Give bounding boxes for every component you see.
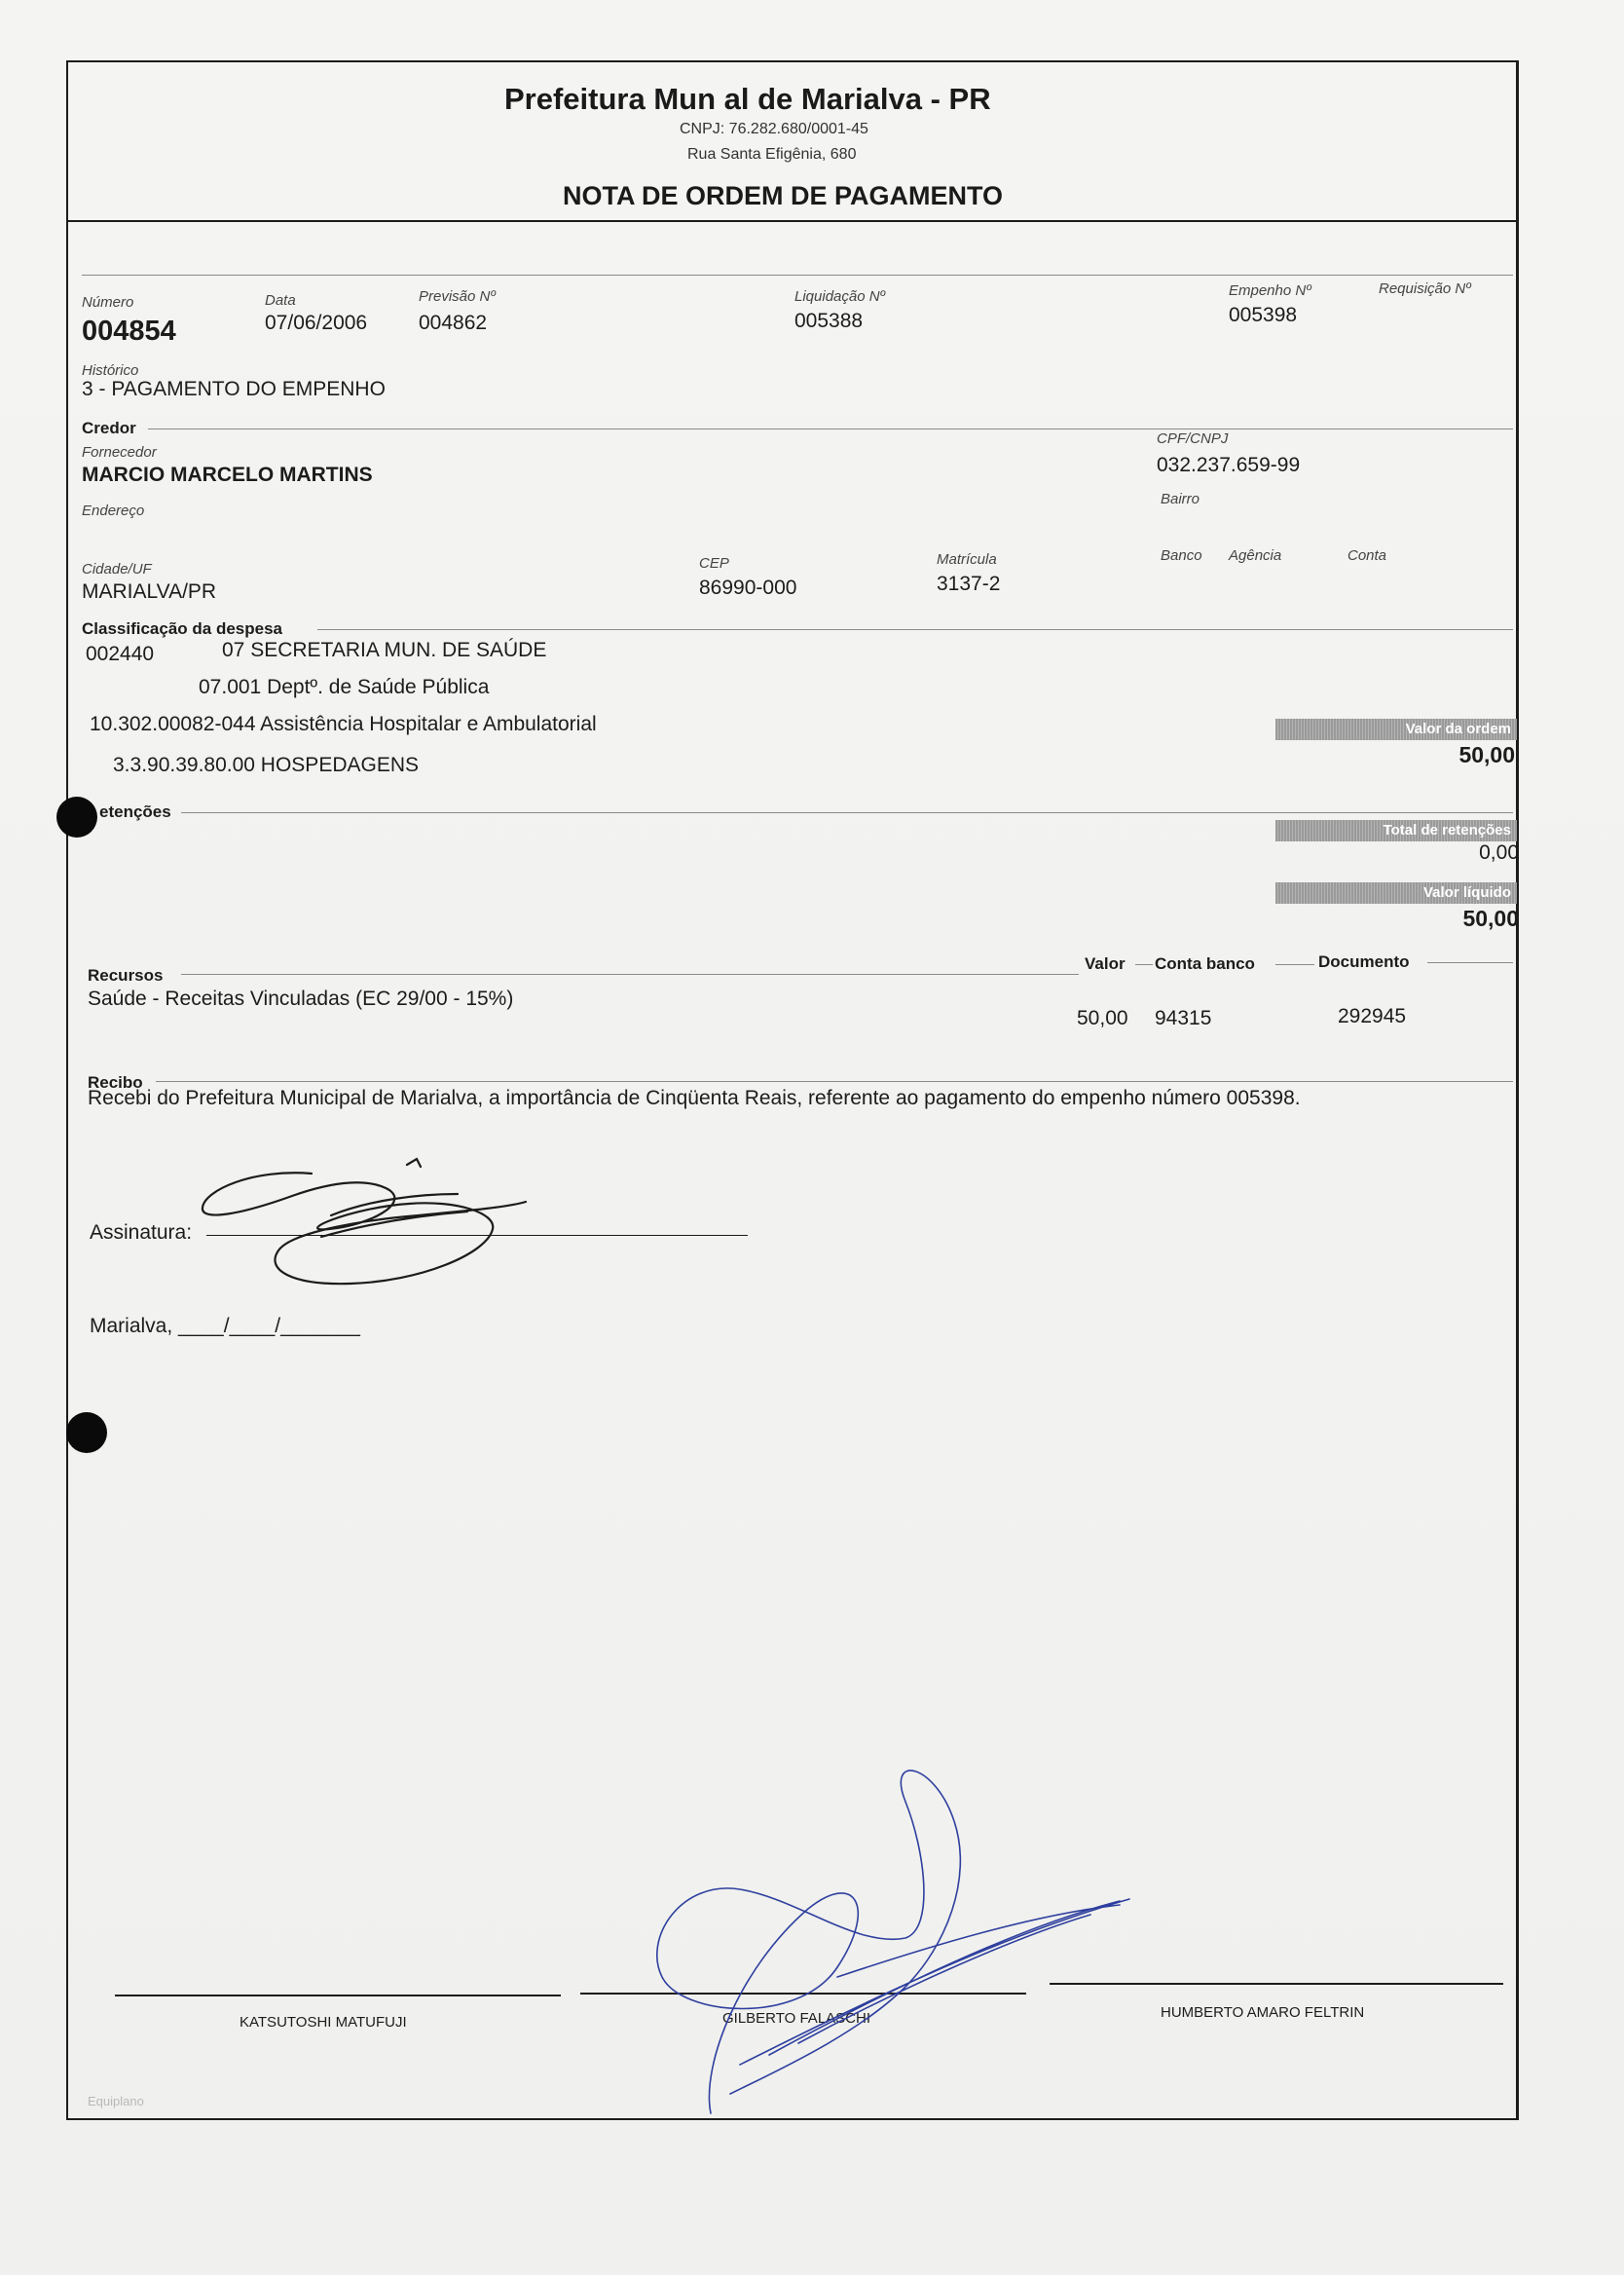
numero-label: Número (82, 294, 134, 311)
classificacao-code: 002440 (86, 643, 155, 665)
depto-value: 07.001 Deptº. de Saúde Pública (199, 676, 490, 698)
liquidacao-label: Liquidação Nº (794, 288, 886, 305)
matricula-label: Matrícula (937, 551, 997, 568)
signature-name-1: KATSUTOSHI MATUFUJI (240, 2014, 407, 2031)
recibo-section-label: Recibo (88, 1073, 143, 1092)
total-retencoes-label: Total de retenções (1383, 822, 1511, 839)
numero-value: 004854 (82, 316, 176, 347)
fornecedor-label: Fornecedor (82, 444, 157, 461)
documento-column-label: Documento (1318, 952, 1410, 971)
cep-value: 86990-000 (699, 577, 797, 599)
previsao-label: Previsão Nº (419, 288, 496, 305)
cidade-value: MARIALVA/PR (82, 580, 217, 603)
valor-liquido-value: 50,00 (1462, 906, 1519, 931)
cpf-value: 032.237.659-99 (1157, 454, 1301, 476)
conta-banco-column-label: Conta banco (1155, 954, 1255, 973)
cep-label: CEP (699, 555, 729, 572)
cpf-label: CPF/CNPJ (1157, 430, 1229, 447)
recursos-section-label: Recursos (88, 966, 164, 985)
classificacao-section-label: Classificação da despesa (82, 619, 283, 638)
assinatura-label: Assinatura: (90, 1221, 193, 1244)
elemento-value: 3.3.90.39.80.00 HOSPEDAGENS (113, 754, 420, 776)
liquidacao-value: 005388 (794, 310, 864, 332)
recursos-descricao: Saúde - Receitas Vinculadas (EC 29/00 - 15%) (88, 988, 514, 1010)
data-label: Data (265, 292, 296, 309)
address-text: Rua Santa Efigênia, 680 (687, 146, 857, 163)
recursos-documento: 292945 (1338, 1005, 1407, 1027)
agencia-label: Agência (1229, 547, 1282, 564)
total-retencoes-value: 0,00 (1479, 841, 1519, 864)
secretaria-value: 07 SECRETARIA MUN. DE SAÚDE (222, 639, 547, 661)
data-value: 07/06/2006 (265, 312, 368, 334)
signature-name-2: GILBERTO FALASCHI (722, 2010, 870, 2027)
document-title: NOTA DE ORDEM DE PAGAMENTO (563, 181, 1004, 210)
previsao-value: 004862 (419, 312, 488, 334)
conta-label: Conta (1347, 547, 1387, 564)
programa-value: 10.302.00082-044 Assistência Hospitalar e Ambulatorial (90, 713, 597, 735)
empenho-value: 005398 (1229, 304, 1298, 326)
endereco-label: Endereço (82, 503, 145, 519)
recursos-conta: 94315 (1155, 1007, 1212, 1029)
valor-column-label: Valor (1085, 954, 1126, 973)
bairro-label: Bairro (1161, 491, 1200, 507)
valor-ordem-value: 50,00 (1458, 742, 1515, 767)
footer-label: Equiplano (88, 2094, 144, 2108)
empenho-label: Empenho Nº (1229, 282, 1311, 299)
credor-section-label: Credor (82, 419, 136, 437)
cidade-label: Cidade/UF (82, 561, 152, 578)
matricula-value: 3137-2 (937, 573, 1001, 595)
banco-label: Banco (1161, 547, 1202, 564)
local-date: Marialva, ____/____/_______ (90, 1315, 360, 1337)
fornecedor-value: MARCIO MARCELO MARTINS (82, 464, 373, 486)
blue-pen-signature (657, 1771, 1129, 2113)
historico-label: Histórico (82, 362, 139, 379)
municipality-title: Prefeitura Mun al de Marialva - PR (504, 82, 991, 116)
valor-liquido-label: Valor líquido (1422, 884, 1511, 901)
cnpj-text: CNPJ: 76.282.680/0001-45 (680, 121, 868, 137)
recibo-text: Recebi do Prefeitura Municipal de Marialva, a importância de Cinqüenta Reais, referente ao pagamento do empenho número 005398. (88, 1087, 1301, 1109)
requisicao-label: Requisição Nº (1379, 280, 1471, 297)
recursos-valor: 50,00 (1077, 1007, 1128, 1029)
signature-name-3: HUMBERTO AMARO FELTRIN (1161, 2004, 1365, 2021)
retencoes-section-label: etenções (99, 802, 171, 821)
valor-ordem-label: Valor da ordem (1405, 721, 1511, 737)
historico-value: 3 - PAGAMENTO DO EMPENHO (82, 378, 386, 400)
